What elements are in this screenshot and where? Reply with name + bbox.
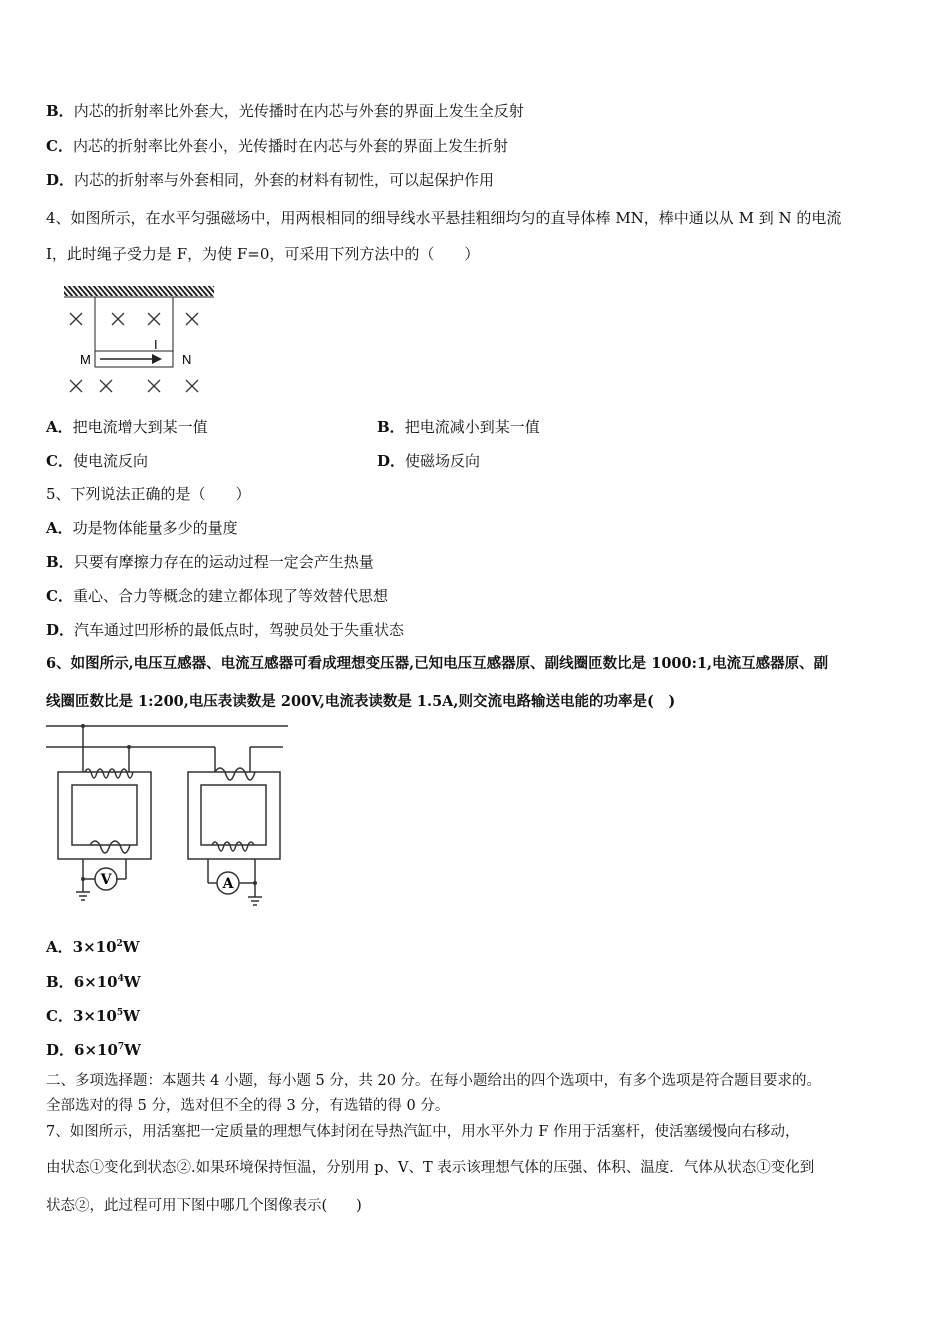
q4-option-d: D．使磁场反向 <box>377 452 481 470</box>
q4-stem-line1: 4、如图所示，在水平匀强磁场中，用两根相同的细导线水平悬挂粗细均匀的直导体棒 MN，棒中通以从 M 到 N 的电流 <box>46 209 842 227</box>
q7-stem-line1: 7、如图所示，用活塞把一定质量的理想气体封闭在导热汽缸中，用水平外力 F 作用于活塞杆，使活塞缓慢向右移动， <box>46 1124 800 1140</box>
q5-option-a: A．功是物体能量多少的量度 <box>46 519 238 537</box>
q4-magnetic-field-figure <box>60 283 220 403</box>
q5-option-b: B．只要有摩擦力存在的运动过程一定会产生热量 <box>46 553 374 571</box>
q4-stem-line2: I，此时绳子受力是 F，为使 F=0，可采用下列方法中的（ ） <box>46 245 480 263</box>
q6-option-d: D．$6\times 10^7W$ <box>46 1041 142 1059</box>
section2-heading-line2: 全部选对的得 5 分，选对但不全的得 3 分，有选错的得 0 分。 <box>46 1098 450 1114</box>
q3-option-b: B．内芯的折射率比外套大，光传播时在内芯与外套的界面上发生全反射 <box>46 102 524 120</box>
q7-stem-line3: 状态②，此过程可用下图中哪几个图像表示( ) <box>46 1198 362 1214</box>
section2-heading-line1: 二、多项选择题：本题共 4 小题，每小题 5 分，共 20 分。在每小题给出的四个选项中，有多个选项是符合题目要求的。 <box>46 1073 822 1089</box>
q3-option-d: D．内芯的折射率与外套相同，外套的材料有韧性，可以起保护作用 <box>46 171 495 189</box>
q6-stem-line1: 6、如图所示,电压互感器、电流互感器可看成理想变压器,已知电压互感器原、副线圈匝数比是 1000:1,电流互感器原、副 <box>46 655 829 672</box>
label-i: I <box>154 337 158 352</box>
label-m: M <box>80 352 91 367</box>
q4-option-a: A．把电流增大到某一值 <box>46 418 208 436</box>
q5-option-c: C．重心、合力等概念的建立都体现了等效替代思想 <box>46 587 388 605</box>
q6-option-c: C．$3\times 10^5W$ <box>46 1007 140 1025</box>
q6-option-a: A．$3\times 10^2W$ <box>46 938 140 956</box>
voltmeter-label: V <box>100 872 112 888</box>
q6-transformer-figure <box>40 715 300 915</box>
q6-stem-line2: 线圈匝数比是 1:200,电压表读数是 200V,电流表读数是 1.5A,则交流电路输送电能的功率是( ) <box>46 693 676 710</box>
q5-stem: 5、下列说法正确的是（ ） <box>46 485 251 503</box>
q6-option-b: B．$6\times 10^4W$ <box>46 973 141 991</box>
q7-stem-line2: 由状态①变化到状态②.如果环境保持恒温，分别用 p、V、T 表示该理想气体的压强、体积、温度．气体从状态①变化到 <box>46 1160 815 1176</box>
q5-option-d: D．汽车通过凹形桥的最低点时，驾驶员处于失重状态 <box>46 621 405 639</box>
label-n: N <box>182 352 192 367</box>
q4-option-c: C．使电流反向 <box>46 452 148 470</box>
ammeter-label: A <box>222 876 234 892</box>
q4-option-b: B．把电流减小到某一值 <box>377 418 540 436</box>
q3-option-c: C．内芯的折射率比外套小，光传播时在内芯与外套的界面上发生折射 <box>46 137 508 155</box>
